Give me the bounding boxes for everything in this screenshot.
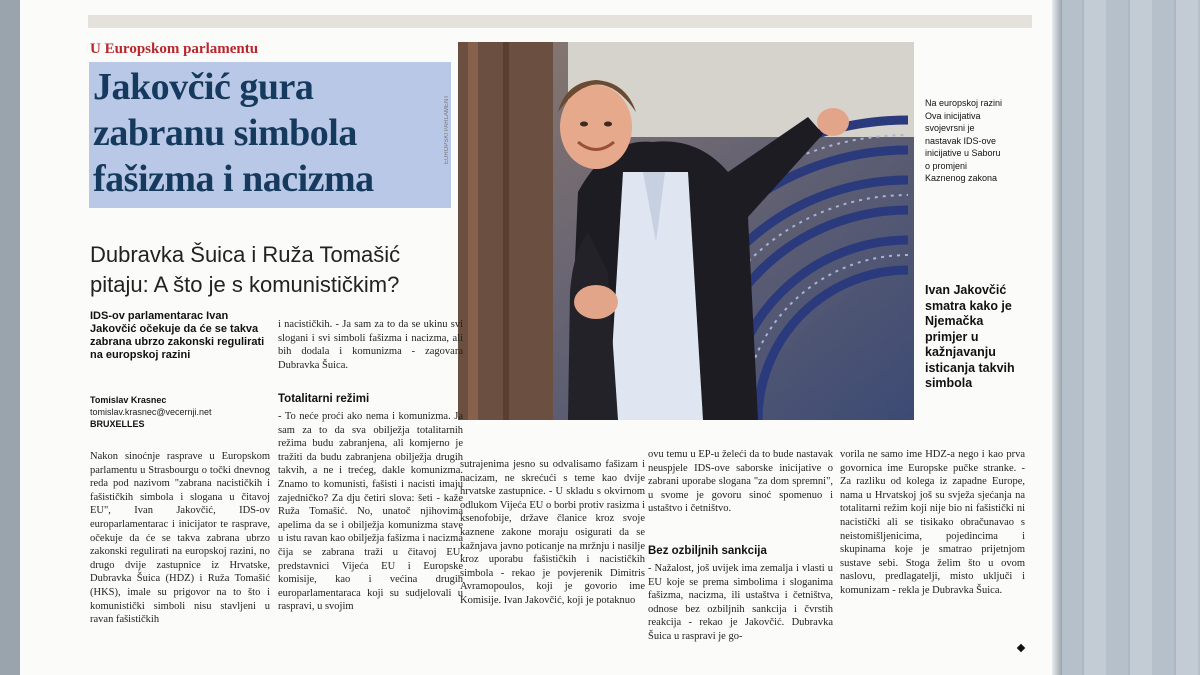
section-subtitle-totalitarni: Totalitarni režimi [278,393,370,405]
section-subtitle-sankcije: Bez ozbiljnih sankcija [648,545,767,557]
parliament-photo-illustration [458,42,914,420]
body-column-4-top: ovu temu u EP-u želeći da to bude nastavak neuspjele IDS-ove saborske inicijative o zabrani uporabe slogana "za dom spremni", u svome je govoru sinoć spomenuo i ustaštvo i četništvo. [648,449,833,515]
viewer-background-right [1060,0,1200,675]
article-end-mark [1017,644,1025,652]
body-column-2: - To neće proći ako nema i komunizma. Ja sam za to da sva obilježja totalitarnih režima budu zabranjena, ali komjerno je tražiti da budu zabranjena obilježja drugih takvih, a ne i trećeg, dakle komunizma. Znamo to komunisti, fašisti i nacisti imaju zajedničko? Za dju četiri slova: šeti - kaže Ruža Tomašić. No, unatoč njihovima apelima da se i obilježja komunizma stave u istu ravan kao obilježja fašizma i nacizma čija se zabrana traži u čitavoj EU, predstavnici Vijeća EU i Europske komisije, kao i većina drugih europarlamentaraca koji su sudjelovali u raspravi, u svojim [278,411,463,613]
article-lead: IDS-ov parlamentarac Ivan Jakovčić očekuje da će se takva zabrana ubrzo zakonski regulirati na europskoj razini [90,310,265,361]
article-kicker: U Europskom parlamentu [90,41,259,57]
photo-caption: Na europskoj razini Ova inicijativa svojevrsni je nastavak IDS-ove inicijative u Saboru o promjeni Kaznenog zakona [925,98,1003,183]
viewer-background-left [0,0,20,675]
top-band [88,15,1032,28]
author-name: Tomislav Krasnec [90,395,167,405]
pull-quote: Ivan Jakovčić smatra kako je Njemačka primjer u kažnjavanju isticanja takvih simbola [925,283,1015,390]
article-headline: Jakovčić gura zabranu simbola fašizma i nacizma [93,66,374,200]
body-column-2-top: i nacističkih. - Ja sam za to da se ukinu svi slogani i svi simboli fašizma i nacizma, ali bih dodala i komunizma - zagovara Dubravka Šuica. [278,319,463,371]
article-subheadline: Dubravka Šuica i Ruža Tomašić pitaju: A što je s komunističkim? [90,242,401,297]
body-column-4: - Nažalost, još uvijek ima zemalja i vlasti u EU koje se prema simbolima i sloganima fašizma, nacizma, ili ustaštva i četništva, odnose bez ozbiljnih sankcija i čvrstih reakcija - rekao je Jakovčić. Dubravka Šuica u raspravi je go- [648,563,833,642]
dateline: BRUXELLES [90,419,145,429]
body-column-5: vorila ne samo ime HDZ-a nego i kao prva govornica ime Europske pučke stranke. - Za razliku od kolega iz zapadne Europe, nama u Hrvatskoj još su svježa sjećanja na totalitarni režim koji nije bio ni fašistički ni nacistički ali se tisikako obračunavao s neistomišljenicima, pojedincima i skupinama koje je smatrao prijetnjom sustave sebi. Stoga želim što u ovom naslovu, predlagatelji, misto uključi i komunizam - rekla je Dubravka Šuica. [840,449,1025,596]
body-column-1: Nakon sinoćnje rasprave u Europskom parlamentu u Strasbourgu o točki dnevnog reda pod nazivom "zabrana nacističkih i fašističkih simbola i slogana u čitavoj EU", Ivan Jakovčić, IDS-ov europarlamentarac i inicijator te rasprave, očekuje da će se takva zabrana ubrzo zakonski regulirati na europskoj razini, no drugo dvije zastupnice iz Hrvatske, Dubravka Šuica (HDZ) i Ruža Tomašić (HKS), imale su prigovor na to što i komunistički simboli nisu stavljeni u ravan fašističkih [90,451,270,626]
page-edge-shadow [1052,0,1062,675]
article-photo [458,42,914,420]
author-email: tomislav.krasnec@vecernji.net [90,407,212,417]
photo-credit: EUROPSKI PARLAMENT [444,95,450,164]
newspaper-page [20,0,1052,675]
body-column-3: sutrajenima jesno su odvalisamo fašizam i nacizam, ne skrećući s teme kao dvije hrvatske zastupnice. - U skladu s okvirnom odlukom Vijeća EU o borbi protiv rasizma i ksenofobije, države članice kroz svoje kaznene zakone moraju osigurati da se kažnjava javno poticanje na mržnju i nasilje kroz uporabu fašističkih i nacističkih simbola - rekao je povjerenik Dimitris Avramopoulos, koji je govorio ime Komisije. Ivan Jakovčić, koji je potaknuo [460,459,645,606]
